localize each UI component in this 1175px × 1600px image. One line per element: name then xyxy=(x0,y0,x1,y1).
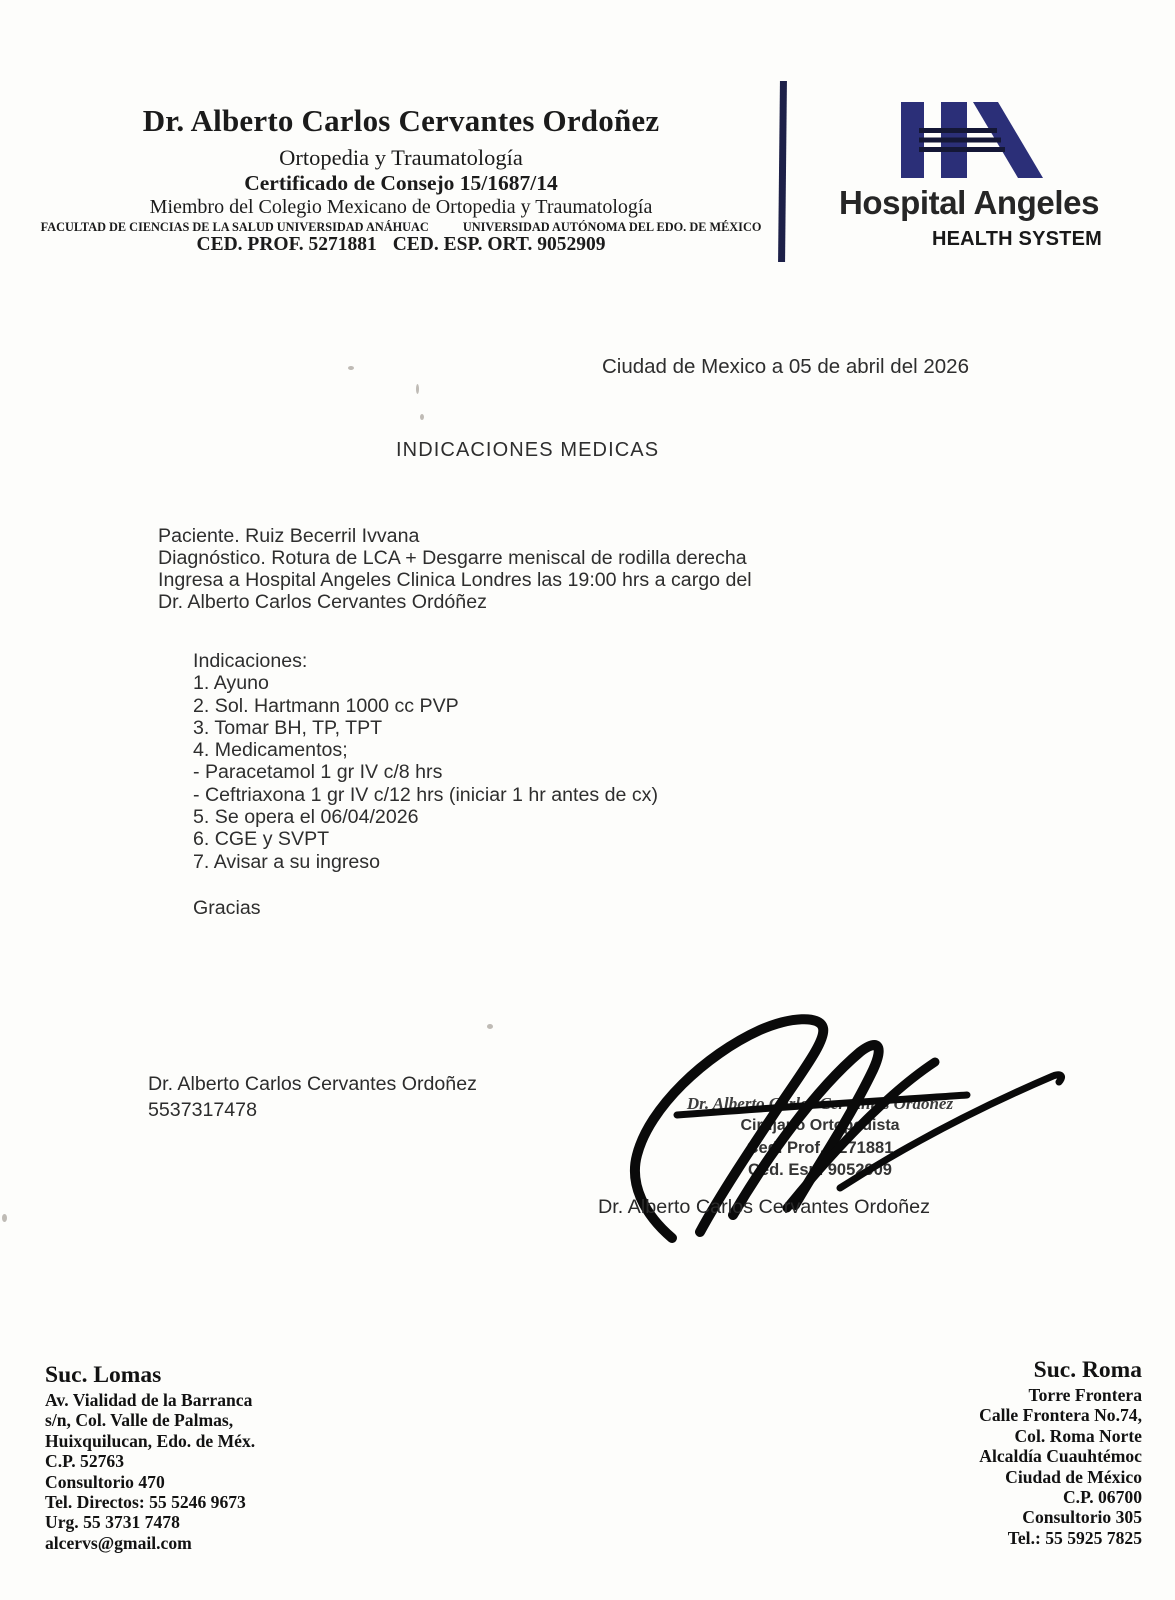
branch-lomas-line: Tel. Directos: 55 5246 9673 xyxy=(45,1492,246,1513)
admission-line: Ingresa a Hospital Angeles Clinica Londres las 19:00 hrs a cargo del xyxy=(158,569,752,591)
branch-roma-line: Consultorio 305 xyxy=(1022,1507,1142,1528)
doctor-name: Dr. Alberto Carlos Cervantes Ordoñez xyxy=(142,103,660,138)
hospital-tagline: HEALTH SYSTEM xyxy=(931,228,1102,250)
doctor-specialty: Ortopedia y Traumatología xyxy=(279,145,523,170)
branch-lomas-line: Urg. 55 3731 7478 xyxy=(45,1512,180,1533)
scan-artifact xyxy=(2,1214,7,1222)
indication-item: 2. Sol. Hartmann 1000 cc PVP xyxy=(193,694,459,717)
indication-item: - Ceftriaxona 1 gr IV c/12 hrs (iniciar 1 hr antes de cx) xyxy=(193,783,658,806)
scan-artifact xyxy=(420,414,424,420)
hospital-angeles-logo-icon xyxy=(895,99,1047,181)
indications-list xyxy=(193,650,813,873)
license-esp: CED. ESP. ORT. 9052909 xyxy=(392,234,606,255)
college-membership: Miembro del Colegio Mexicano de Ortopedia y Traumatología xyxy=(149,196,653,218)
branch-roma-line: Ciudad de México xyxy=(1005,1466,1142,1487)
branch-roma-line: C.P. 06700 xyxy=(1062,1487,1142,1508)
stamp-name: Dr. Alberto Carlos Cervantes Ordoñez xyxy=(686,1094,954,1113)
dateline: Ciudad de Mexico a 05 de abril del 2026 xyxy=(602,355,969,378)
scan-artifact xyxy=(487,1024,493,1029)
branch-roma-line: Alcaldía Cuauhtémoc xyxy=(979,1446,1142,1467)
signature-contact-name: Dr. Alberto Carlos Cervantes Ordoñez xyxy=(148,1073,477,1095)
branch-roma-line: Torre Frontera xyxy=(1028,1385,1142,1405)
patient-block xyxy=(158,525,878,613)
attending-doctor-line: Dr. Alberto Carlos Cervantes Ordóñez xyxy=(158,591,487,613)
indication-item: 3. Tomar BH, TP, TPT xyxy=(193,716,383,739)
branch-lomas-line: Av. Vialidad de la Barranca xyxy=(45,1390,253,1410)
stamp-title: Cirujano Ortopedista xyxy=(740,1117,900,1134)
diagnosis-line: Diagnóstico. Rotura de LCA + Desgarre meniscal de rodilla derecha xyxy=(158,547,747,569)
branch-lomas xyxy=(45,1360,255,1553)
faculty-line xyxy=(15,220,787,235)
license-prof: CED. PROF. 5271881 xyxy=(196,234,377,255)
indication-item: - Paracetamol 1 gr IV c/8 hrs xyxy=(193,761,443,784)
branch-lomas-line: Huixquilucan, Edo. de Méx. xyxy=(45,1430,256,1451)
indications-heading: Indicaciones: xyxy=(193,650,308,672)
faculty-uaem: UNIVERSIDAD AUTÓNOMA DEL EDO. DE MÉXICO xyxy=(462,220,762,234)
document-title: INDICACIONES MEDICAS xyxy=(396,439,660,461)
indication-item: 6. CGE y SVPT xyxy=(193,828,330,851)
scan-artifact xyxy=(348,366,354,370)
branch-roma-title: Suc. Roma xyxy=(1033,1357,1142,1383)
indication-item: 4. Medicamentos; xyxy=(193,739,348,762)
indication-item: 1. Ayuno xyxy=(193,672,269,695)
branch-lomas-line: s/n, Col. Valle de Palmas, xyxy=(45,1410,234,1431)
branch-roma xyxy=(979,1355,1142,1548)
branch-roma-phone: Tel.: 55 5925 7825 xyxy=(1007,1527,1142,1548)
branch-lomas-email: alcervs@gmail.com xyxy=(45,1532,192,1553)
branch-lomas-line: C.P. 52763 xyxy=(45,1451,125,1472)
branch-lomas-title: Suc. Lomas xyxy=(45,1362,162,1388)
license-numbers xyxy=(15,234,787,256)
signature-printed-name: Dr. Alberto Carlos Cervantes Ordoñez xyxy=(598,1196,931,1218)
scan-artifact xyxy=(416,384,419,394)
letterhead xyxy=(15,103,787,263)
stamp-ced-esp: Ced. Esp. 9052909 xyxy=(747,1161,892,1179)
indication-item: 7. Avisar a su ingreso xyxy=(193,850,380,873)
signature-contact-phone: 5537317478 xyxy=(148,1099,257,1121)
branch-roma-line: Col. Roma Norte xyxy=(1014,1425,1142,1446)
hospital-name: Hospital Angeles xyxy=(838,184,1100,221)
council-certificate: Certificado de Consejo 15/1687/14 xyxy=(244,171,558,195)
stamp-ced-prof: Ced. Prof. 5271881 xyxy=(746,1139,894,1157)
signature-contact-block xyxy=(148,1071,477,1123)
faculty-anahuac: FACULTAD DE CIENCIAS DE LA SALUD UNIVERSIDAD ANÁHUAC xyxy=(40,220,429,234)
indication-item: 5. Se opera el 06/04/2026 xyxy=(193,806,419,829)
branch-roma-line: Calle Frontera No.74, xyxy=(979,1405,1142,1426)
closing-thanks: Gracias xyxy=(193,897,261,919)
patient-name-line: Paciente. Ruiz Becerril Ivvana xyxy=(158,525,420,547)
branch-lomas-line: Consultorio 470 xyxy=(45,1471,165,1492)
